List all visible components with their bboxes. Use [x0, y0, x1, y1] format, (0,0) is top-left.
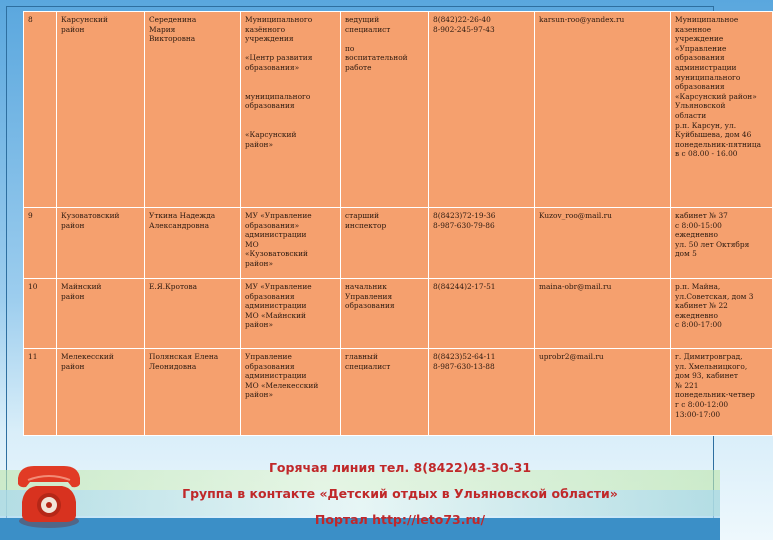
cell-text: Полянская Елена — [149, 352, 219, 361]
phone-cell — [429, 279, 535, 349]
cell-text: № 221 — [675, 380, 699, 390]
cell-text: администрации — [675, 62, 737, 72]
table-row — [24, 12, 773, 208]
cell-text: 8(8423)72-19-36 — [433, 211, 496, 220]
contacts-table — [23, 11, 773, 436]
cell-text: 8-987-630-79-86 — [433, 220, 495, 230]
cell-text: karsun-roo@yandex.ru — [539, 15, 625, 24]
cell-text: муниципального — [245, 91, 311, 101]
cell-text: МО «Мелекесский — [245, 380, 319, 390]
cell-text: 8(8423)52-64-11 — [433, 352, 496, 361]
cell-text: 8-902-245-97-43 — [433, 24, 495, 34]
cell-text: МО — [245, 239, 259, 249]
cell-text: Е.Я.Кротова — [149, 282, 198, 291]
phone-cell — [429, 349, 535, 436]
cell-text: работе — [345, 62, 372, 72]
cell-text: «Кузоватовский — [245, 249, 308, 259]
table-row — [24, 279, 773, 349]
cell-text: Середенина — [149, 15, 197, 24]
footer — [120, 460, 680, 538]
cell-text: «Карсунский — [245, 130, 297, 140]
cell-text: образования — [245, 291, 295, 301]
phone-cell — [429, 12, 535, 208]
cell-text — [245, 111, 337, 121]
cell-text: район — [61, 361, 85, 371]
position-cell — [341, 12, 429, 208]
cell-text: области — [675, 110, 707, 120]
email-cell[interactable] — [535, 349, 671, 436]
telephone-icon — [14, 458, 84, 530]
district-cell — [57, 208, 145, 279]
cell-text: район» — [245, 320, 273, 330]
cell-text: район» — [245, 139, 273, 149]
cell-text: старший — [345, 211, 380, 220]
district-cell — [57, 349, 145, 436]
cell-text: Уткина Надежда — [149, 211, 216, 220]
cell-text: специалист — [345, 24, 391, 34]
cell-text: администрации — [245, 371, 307, 381]
cell-text: Управление — [245, 352, 292, 361]
position-cell — [341, 208, 429, 279]
cell-text: Леонидовна — [149, 361, 197, 371]
cell-text: образования» — [245, 62, 300, 72]
contact-name-cell — [145, 12, 241, 208]
cell-text: образования — [675, 53, 725, 63]
vk-group-text: Группа в контакте «Детский отдых в Ульяновской области» — [182, 486, 618, 501]
cell-text: 13:00-17:00 — [675, 409, 721, 419]
cell-text: 10 — [28, 282, 38, 291]
cell-text: Муниципальное — [675, 15, 739, 24]
cell-text: образования — [675, 82, 725, 92]
cell-text: специалист — [345, 361, 391, 371]
cell-text: воспитательной — [345, 53, 408, 63]
cell-text: образования — [245, 361, 295, 371]
cell-text: 11 — [28, 352, 38, 361]
organization-cell — [241, 208, 341, 279]
address-cell — [671, 349, 773, 436]
position-cell — [341, 279, 429, 349]
organization-cell — [241, 12, 341, 208]
cell-text: муниципального — [675, 72, 741, 82]
row-number — [24, 279, 57, 349]
cell-text: район» — [245, 390, 273, 400]
hotline-text: Горячая линия тел. 8(8422)43-30-31 — [268, 460, 532, 475]
cell-text — [245, 121, 337, 131]
cell-text: Викторовна — [149, 34, 196, 44]
table-row — [24, 349, 773, 436]
cell-text: Мария — [149, 24, 176, 34]
cell-text: ежедневно — [675, 310, 718, 320]
cell-text: Александровна — [149, 220, 209, 230]
cell-text: район — [61, 220, 85, 230]
cell-text: инспектор — [345, 220, 387, 230]
cell-text: Мелекесский — [61, 352, 114, 361]
cell-text: главный — [345, 352, 378, 361]
cell-text: МУ «Управление — [245, 211, 312, 220]
cell-text: 8 — [28, 15, 33, 24]
cell-text: район» — [245, 258, 273, 268]
contact-name-cell — [145, 279, 241, 349]
cell-text: Карсунский — [61, 15, 108, 24]
address-cell — [671, 208, 773, 279]
cell-text: ул. 50 лет Октября — [675, 239, 750, 249]
cell-text: ведущий — [345, 15, 380, 24]
cell-text: р.п. Майна, — [675, 282, 721, 291]
table-row — [24, 208, 773, 279]
cell-text: 8(842)22-26-40 — [433, 15, 491, 24]
cell-text: uprobr2@mail.ru — [539, 352, 604, 361]
cell-text: Муниципального — [245, 15, 313, 24]
cell-text: с 8:00-15:00 — [675, 220, 722, 230]
address-cell — [671, 12, 773, 208]
cell-text: учреждения — [245, 34, 294, 44]
contact-name-cell — [145, 349, 241, 436]
cell-text: казённого — [245, 24, 286, 34]
cell-text: в с 08.00 - 16.00 — [675, 149, 738, 159]
cell-text: Ульяновской — [675, 101, 726, 111]
cell-text: район — [61, 291, 85, 301]
cell-text: «Управление — [675, 43, 727, 53]
portal-link[interactable]: Портал http://leto73.ru/ — [314, 512, 486, 527]
organization-cell — [241, 349, 341, 436]
cell-text: maina-obr@mail.ru — [539, 282, 612, 291]
contact-name-cell — [145, 208, 241, 279]
cell-text: Kuzov_roo@mail.ru — [539, 211, 612, 220]
cell-text: дом 5 — [675, 249, 697, 259]
cell-text: начальник — [345, 282, 387, 291]
cell-text: 8(84244)2-17-51 — [433, 282, 496, 291]
email-cell[interactable] — [535, 12, 671, 208]
cell-text: МУ «Управление — [245, 282, 312, 291]
cell-text: понедельник-пятница — [675, 139, 761, 149]
cell-text: Майнский — [61, 282, 102, 291]
cell-text: Куйбышева, дом 46 — [675, 130, 752, 140]
cell-text: по — [345, 43, 355, 53]
phone-cell — [429, 208, 535, 279]
email-cell[interactable] — [535, 208, 671, 279]
address-cell — [671, 279, 773, 349]
cell-text — [245, 73, 337, 83]
cell-text: администрации — [245, 230, 307, 240]
district-cell — [57, 12, 145, 208]
cell-text: кабинет № 37 — [675, 211, 728, 220]
organization-cell — [241, 279, 341, 349]
district-cell — [57, 279, 145, 349]
cell-text: кабинет № 22 — [675, 301, 728, 311]
row-number — [24, 208, 57, 279]
cell-text: г. Димитровград, — [675, 352, 743, 361]
cell-text: Управления — [345, 291, 393, 301]
cell-text: ул.Советская, дом 3 — [675, 291, 754, 301]
cell-text: образования — [245, 101, 295, 111]
cell-text: 9 — [28, 211, 33, 220]
row-number — [24, 12, 57, 208]
cell-text: ул. Хмельницкого, — [675, 361, 748, 371]
cell-text: Кузоватовский — [61, 211, 120, 220]
cell-text: 8-987-630-13-88 — [433, 361, 495, 371]
cell-text: МО «Майнский — [245, 310, 306, 320]
cell-text: образования» — [245, 220, 300, 230]
cell-text: «Карсунский район» — [675, 91, 757, 101]
cell-text — [345, 34, 425, 44]
cell-text: казенное — [675, 24, 712, 34]
row-number — [24, 349, 57, 436]
cell-text — [245, 44, 337, 54]
position-cell — [341, 349, 429, 436]
cell-text: образования — [345, 301, 395, 311]
cell-text: район — [61, 24, 85, 34]
cell-text: «Центр развития — [245, 53, 313, 63]
cell-text: понедельник-четвер — [675, 390, 755, 400]
email-cell[interactable] — [535, 279, 671, 349]
cell-text: с 8:00-17:00 — [675, 320, 722, 330]
cell-text: учреждение — [675, 34, 724, 44]
cell-text — [245, 82, 337, 92]
cell-text: р.п. Карсун, ул. — [675, 120, 737, 130]
cell-text: дом 93, кабинет — [675, 371, 738, 381]
cell-text: администрации — [245, 301, 307, 311]
cell-text: г с 8:00-12:00 — [675, 399, 729, 409]
cell-text: ежедневно — [675, 230, 718, 240]
